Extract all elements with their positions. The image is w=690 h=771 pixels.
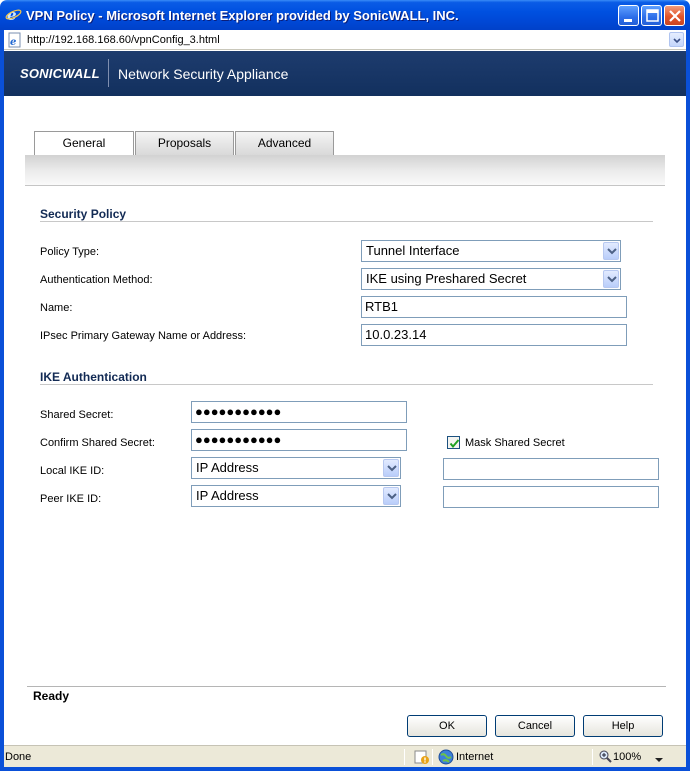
status-text: Ready (33, 689, 70, 703)
internet-explorer-icon (5, 6, 22, 23)
dropdown-arrow[interactable] (383, 459, 399, 477)
svg-text:e: e (7, 6, 17, 23)
dropdown-arrow[interactable] (603, 270, 619, 288)
gateway-input[interactable]: 10.0.23.14 (361, 324, 627, 346)
local-ike-id-input[interactable] (443, 458, 659, 480)
ike-authentication-heading: IKE Authentication (40, 370, 147, 384)
local-ike-id-type-select[interactable] (191, 457, 401, 479)
window-frame-right (686, 30, 690, 767)
minimize-button[interactable] (618, 5, 639, 26)
confirm-shared-secret-label: Confirm Shared Secret: (40, 437, 155, 449)
chevron-down-icon (607, 276, 617, 284)
address-bar[interactable] (4, 30, 686, 50)
status-separator (404, 749, 405, 765)
name-label: Name: (40, 302, 73, 314)
globe-icon (438, 749, 454, 768)
help-button[interactable]: Help (583, 715, 663, 737)
browser-status-bar (4, 745, 686, 767)
address-url[interactable]: http://192.168.168.60/vpnConfig_3.html (27, 34, 220, 46)
close-icon (665, 6, 686, 27)
section-divider (40, 384, 653, 385)
chevron-down-icon (670, 33, 685, 48)
dropdown-arrow[interactable] (603, 242, 619, 260)
ok-button[interactable]: OK (407, 715, 487, 737)
svg-text:e: e (10, 37, 17, 48)
protected-mode-icon (414, 749, 430, 768)
peer-ike-id-type-value: IP Address (196, 488, 259, 503)
peer-ike-id-label: Peer IKE ID: (40, 493, 102, 505)
peer-ike-id-type-select[interactable] (191, 485, 401, 507)
brand-header (4, 51, 686, 96)
tab-proposals[interactable]: Proposals (135, 131, 234, 155)
chevron-down-icon (387, 465, 397, 473)
tab-advanced[interactable]: Advanced (235, 131, 334, 155)
chevron-down-icon[interactable] (655, 754, 663, 766)
gateway-label: IPsec Primary Gateway Name or Address: (40, 330, 247, 342)
status-separator (432, 749, 433, 765)
section-divider (40, 221, 653, 222)
cancel-button[interactable]: Cancel (495, 715, 575, 737)
maximize-icon (642, 6, 663, 27)
minimize-icon (619, 6, 640, 27)
tab-panel-header (25, 155, 665, 186)
mask-shared-secret-label[interactable]: Mask Shared Secret (465, 437, 565, 449)
window-frame-bottom (0, 767, 690, 771)
browser-status-text: Done (5, 751, 32, 763)
authentication-method-value: IKE using Preshared Secret (366, 271, 527, 286)
authentication-method-select[interactable] (361, 268, 621, 290)
shared-secret-label: Shared Secret: (40, 409, 114, 421)
chevron-down-icon (607, 248, 617, 256)
page-icon (7, 32, 23, 48)
window-titlebar (0, 0, 690, 30)
sonicwall-logo: SONICWALL (20, 66, 100, 81)
status-divider (27, 686, 666, 687)
close-button[interactable] (664, 5, 685, 26)
security-policy-heading: Security Policy (40, 207, 127, 221)
local-ike-id-type-value: IP Address (196, 460, 259, 475)
policy-type-value: Tunnel Interface (366, 243, 460, 258)
window-title: VPN Policy - Microsoft Internet Explorer provided by SonicWALL, INC. (26, 8, 459, 23)
zoom-level[interactable]: 100% (613, 751, 642, 763)
shared-secret-input[interactable]: ●●●●●●●●●●● (191, 401, 407, 423)
confirm-shared-secret-input[interactable]: ●●●●●●●●●●● (191, 429, 407, 451)
chevron-down-icon (387, 493, 397, 501)
authentication-method-label: Authentication Method: (40, 274, 153, 286)
local-ike-id-label: Local IKE ID: (40, 465, 105, 477)
security-zone-label: Internet (456, 751, 494, 763)
product-name: Network Security Appliance (118, 66, 289, 82)
zoom-icon[interactable] (598, 749, 612, 766)
header-divider (108, 59, 109, 87)
policy-type-label: Policy Type: (40, 246, 100, 258)
status-separator (592, 749, 593, 765)
mask-shared-secret-checkbox[interactable] (447, 436, 460, 449)
checkmark-icon (449, 438, 460, 449)
name-input[interactable]: RTB1 (361, 296, 627, 318)
peer-ike-id-input[interactable] (443, 486, 659, 508)
policy-type-select[interactable] (361, 240, 621, 262)
maximize-button[interactable] (641, 5, 662, 26)
dropdown-arrow[interactable] (383, 487, 399, 505)
tab-general[interactable]: General (34, 131, 134, 156)
window-frame-left (0, 30, 4, 767)
address-dropdown-button[interactable] (669, 32, 684, 47)
